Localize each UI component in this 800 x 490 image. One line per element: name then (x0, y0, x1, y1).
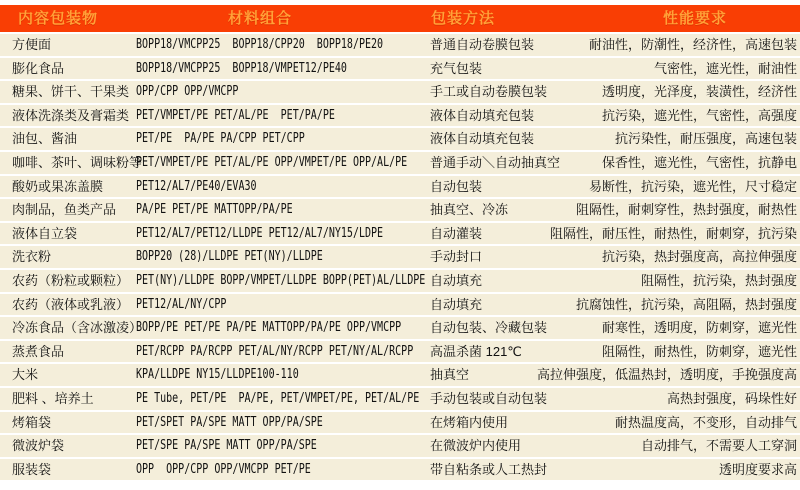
table-row (0, 199, 800, 223)
contents-cell: 大米 (12, 367, 39, 383)
table-row (0, 341, 800, 365)
table-row (0, 152, 800, 176)
contents-cell: 油包、酱油 (12, 131, 78, 147)
materials-cell: PE Tube, PET/PE PA/PE, PET/VMPET/PE, PET/AL/PE (136, 390, 420, 406)
method-cell: 手工或自动卷膜包装 (430, 84, 548, 100)
table-row (0, 128, 800, 152)
table-row (0, 246, 800, 270)
materials-cell: OPP/CPP OPP/VMCPP (136, 84, 239, 100)
performance-cell: 耐油性，防潮性，经济性，高速包装 (588, 37, 797, 52)
performance-cell: 阻隔性，抗污染，热封强度 (640, 272, 797, 288)
performance-cell: 阻隔性，耐压性，耐热性，耐刺穿，抗污染 (549, 225, 797, 241)
method-cell: 自动包装 (430, 178, 483, 194)
materials-cell: PET/VMPET/PE PET/AL/PE OPP/VMPET/PE OPP/AL/PE (136, 154, 408, 170)
header-material-combination: 材料组合 (228, 10, 293, 27)
method-cell: 在烤箱内使用 (430, 414, 509, 430)
materials-cell: PET12/AL7/PET12/LLDPE PET12/AL7/NY15/LDPE (136, 225, 384, 241)
table-row (0, 459, 800, 483)
table-row (0, 364, 800, 388)
materials-cell: PA/PE PET/PE MATTOPP/PA/PE (136, 202, 293, 218)
table-body (0, 34, 800, 482)
method-cell: 手动封口 (430, 249, 483, 265)
header-performance-requirements: 性能要求 (663, 10, 728, 27)
table-row (0, 105, 800, 129)
performance-cell: 抗污染，遮光性，气密性，高强度 (601, 107, 797, 123)
materials-cell: BOPP18/VMCPP25 BOPP18/CPP20 BOPP18/PE20 (136, 37, 384, 52)
header-contents: 内容包装物 (18, 10, 99, 27)
contents-cell: 农药（粉粒或颗粒） (12, 272, 130, 288)
materials-cell: BOPP/PE PET/PE PA/PE MATTOPP/PA/PE OPP/VMCPP (136, 320, 402, 336)
performance-cell: 透明度要求高 (718, 461, 797, 477)
table-row (0, 270, 800, 294)
contents-cell: 液体洗涤类及膏霜类 (12, 107, 130, 123)
contents-cell: 方便面 (12, 37, 52, 52)
performance-cell: 自动排气，不需要人工穿洞 (640, 438, 797, 454)
method-cell: 手动包装或自动包装 (430, 390, 548, 406)
method-cell: 高温杀菌 121℃ (430, 343, 522, 359)
table-row (0, 412, 800, 436)
performance-cell: 耐寒性，透明度，防刺穿，遮光性 (601, 320, 797, 336)
materials-cell: PET/SPE PA/SPE MATT OPP/PA/SPE (136, 438, 317, 454)
table-row (0, 435, 800, 459)
materials-cell: PET/SPET PA/SPE MATT OPP/PA/SPE (136, 414, 323, 430)
performance-cell: 高拉伸强度，低温热封，透明度，手挽强度高 (536, 367, 797, 383)
materials-cell: PET/RCPP PA/RCPP PET/AL/NY/RCPP PET/NY/AL/RCPP (136, 343, 414, 359)
materials-cell: BOPP20 (28)/LLDPE PET(NY)/LLDPE (136, 249, 323, 265)
method-cell: 抽真空、冷冻 (430, 202, 509, 218)
method-cell: 充气包装 (430, 60, 483, 76)
contents-cell: 咖啡、茶叶、调味粉等 (12, 154, 143, 170)
performance-cell: 耐热温度高，不变形，自动排气 (614, 414, 797, 430)
contents-cell: 肉制品，鱼类产品 (12, 202, 117, 218)
table-row (0, 223, 800, 247)
materials-cell: KPA/LLDPE NY15/LLDPE100-110 (136, 367, 299, 383)
materials-cell: PET/PE PA/PE PA/CPP PET/CPP (136, 131, 305, 147)
performance-cell: 阻隔性，耐热性，防刺穿，遮光性 (601, 343, 797, 359)
method-cell: 普通自动卷膜包装 (430, 37, 535, 52)
materials-cell: PET(NY)/LLDPE BOPP/VMPET/LLDPE BOPP(PET)AL/LLDPE (136, 272, 426, 288)
table-row (0, 317, 800, 341)
table-row (0, 81, 800, 105)
materials-cell: OPP OPP/CPP OPP/VMCPP PET/PE (136, 461, 311, 477)
performance-cell: 抗污染，热封强度高，高拉伸强度 (601, 249, 797, 265)
performance-cell: 透明度，光泽度，装潢性，经济性 (601, 84, 797, 100)
materials-cell: PET12/AL/NY/CPP (136, 296, 227, 312)
method-cell: 自动填充 (430, 296, 483, 312)
table-row (0, 294, 800, 318)
contents-cell: 农药（液体或乳液） (12, 296, 130, 312)
table-row (0, 176, 800, 200)
method-cell: 普通手动＼自动抽真空 (430, 154, 561, 170)
contents-cell: 洗衣粉 (12, 249, 52, 265)
contents-cell: 服装袋 (12, 461, 52, 477)
contents-cell: 糖果、饼干、干果类 (12, 84, 130, 100)
method-cell: 液体自动填充包装 (430, 107, 535, 123)
contents-cell: 酸奶或果冻盖膜 (12, 178, 104, 194)
performance-cell: 抗腐蚀性，抗污染，高阻隔，热封强度 (575, 296, 797, 312)
materials-cell: PET/VMPET/PE PET/AL/PE PET/PA/PE (136, 107, 335, 123)
contents-cell: 微波炉袋 (12, 438, 65, 454)
performance-cell: 气密性，遮光性，耐油性 (653, 60, 797, 76)
table-row (0, 34, 800, 58)
materials-cell: BOPP18/VMCPP25 BOPP18/VMPET12/PE40 (136, 60, 347, 76)
performance-cell: 易断性，抗污染，遮光性，尺寸稳定 (588, 178, 797, 194)
performance-cell: 高热封强度，码垛性好 (666, 390, 797, 406)
packaging-materials-table (0, 5, 800, 482)
method-cell: 在微波炉内使用 (430, 438, 522, 454)
method-cell: 抽真空 (430, 367, 470, 383)
method-cell: 自动包装、冷藏包装 (430, 320, 548, 336)
contents-cell: 肥料 、培养土 (12, 390, 94, 406)
table-row (0, 58, 800, 82)
method-cell: 液体自动填充包装 (430, 131, 535, 147)
table-row (0, 388, 800, 412)
table-header-row (0, 5, 800, 34)
contents-cell: 液体自立袋 (12, 225, 78, 241)
method-cell: 自动灌装 (430, 225, 483, 241)
contents-cell: 蒸煮食品 (12, 343, 65, 359)
contents-cell: 烤箱袋 (12, 414, 52, 430)
performance-cell: 保香性，遮光性，气密性，抗静电 (601, 154, 797, 170)
contents-cell: 膨化食品 (12, 60, 65, 76)
method-cell: 带自粘条或人工热封 (430, 461, 548, 477)
contents-cell: 冷冻食品（含冰激凌） (12, 320, 143, 336)
header-packaging-method: 包装方法 (431, 10, 496, 27)
materials-cell: PET12/AL7/PE40/EVA30 (136, 178, 257, 194)
method-cell: 自动填充 (430, 272, 483, 288)
performance-cell: 阻隔性，耐刺穿性，热封强度，耐热性 (575, 202, 797, 218)
performance-cell: 抗污染性，耐压强度，高速包装 (614, 131, 797, 147)
